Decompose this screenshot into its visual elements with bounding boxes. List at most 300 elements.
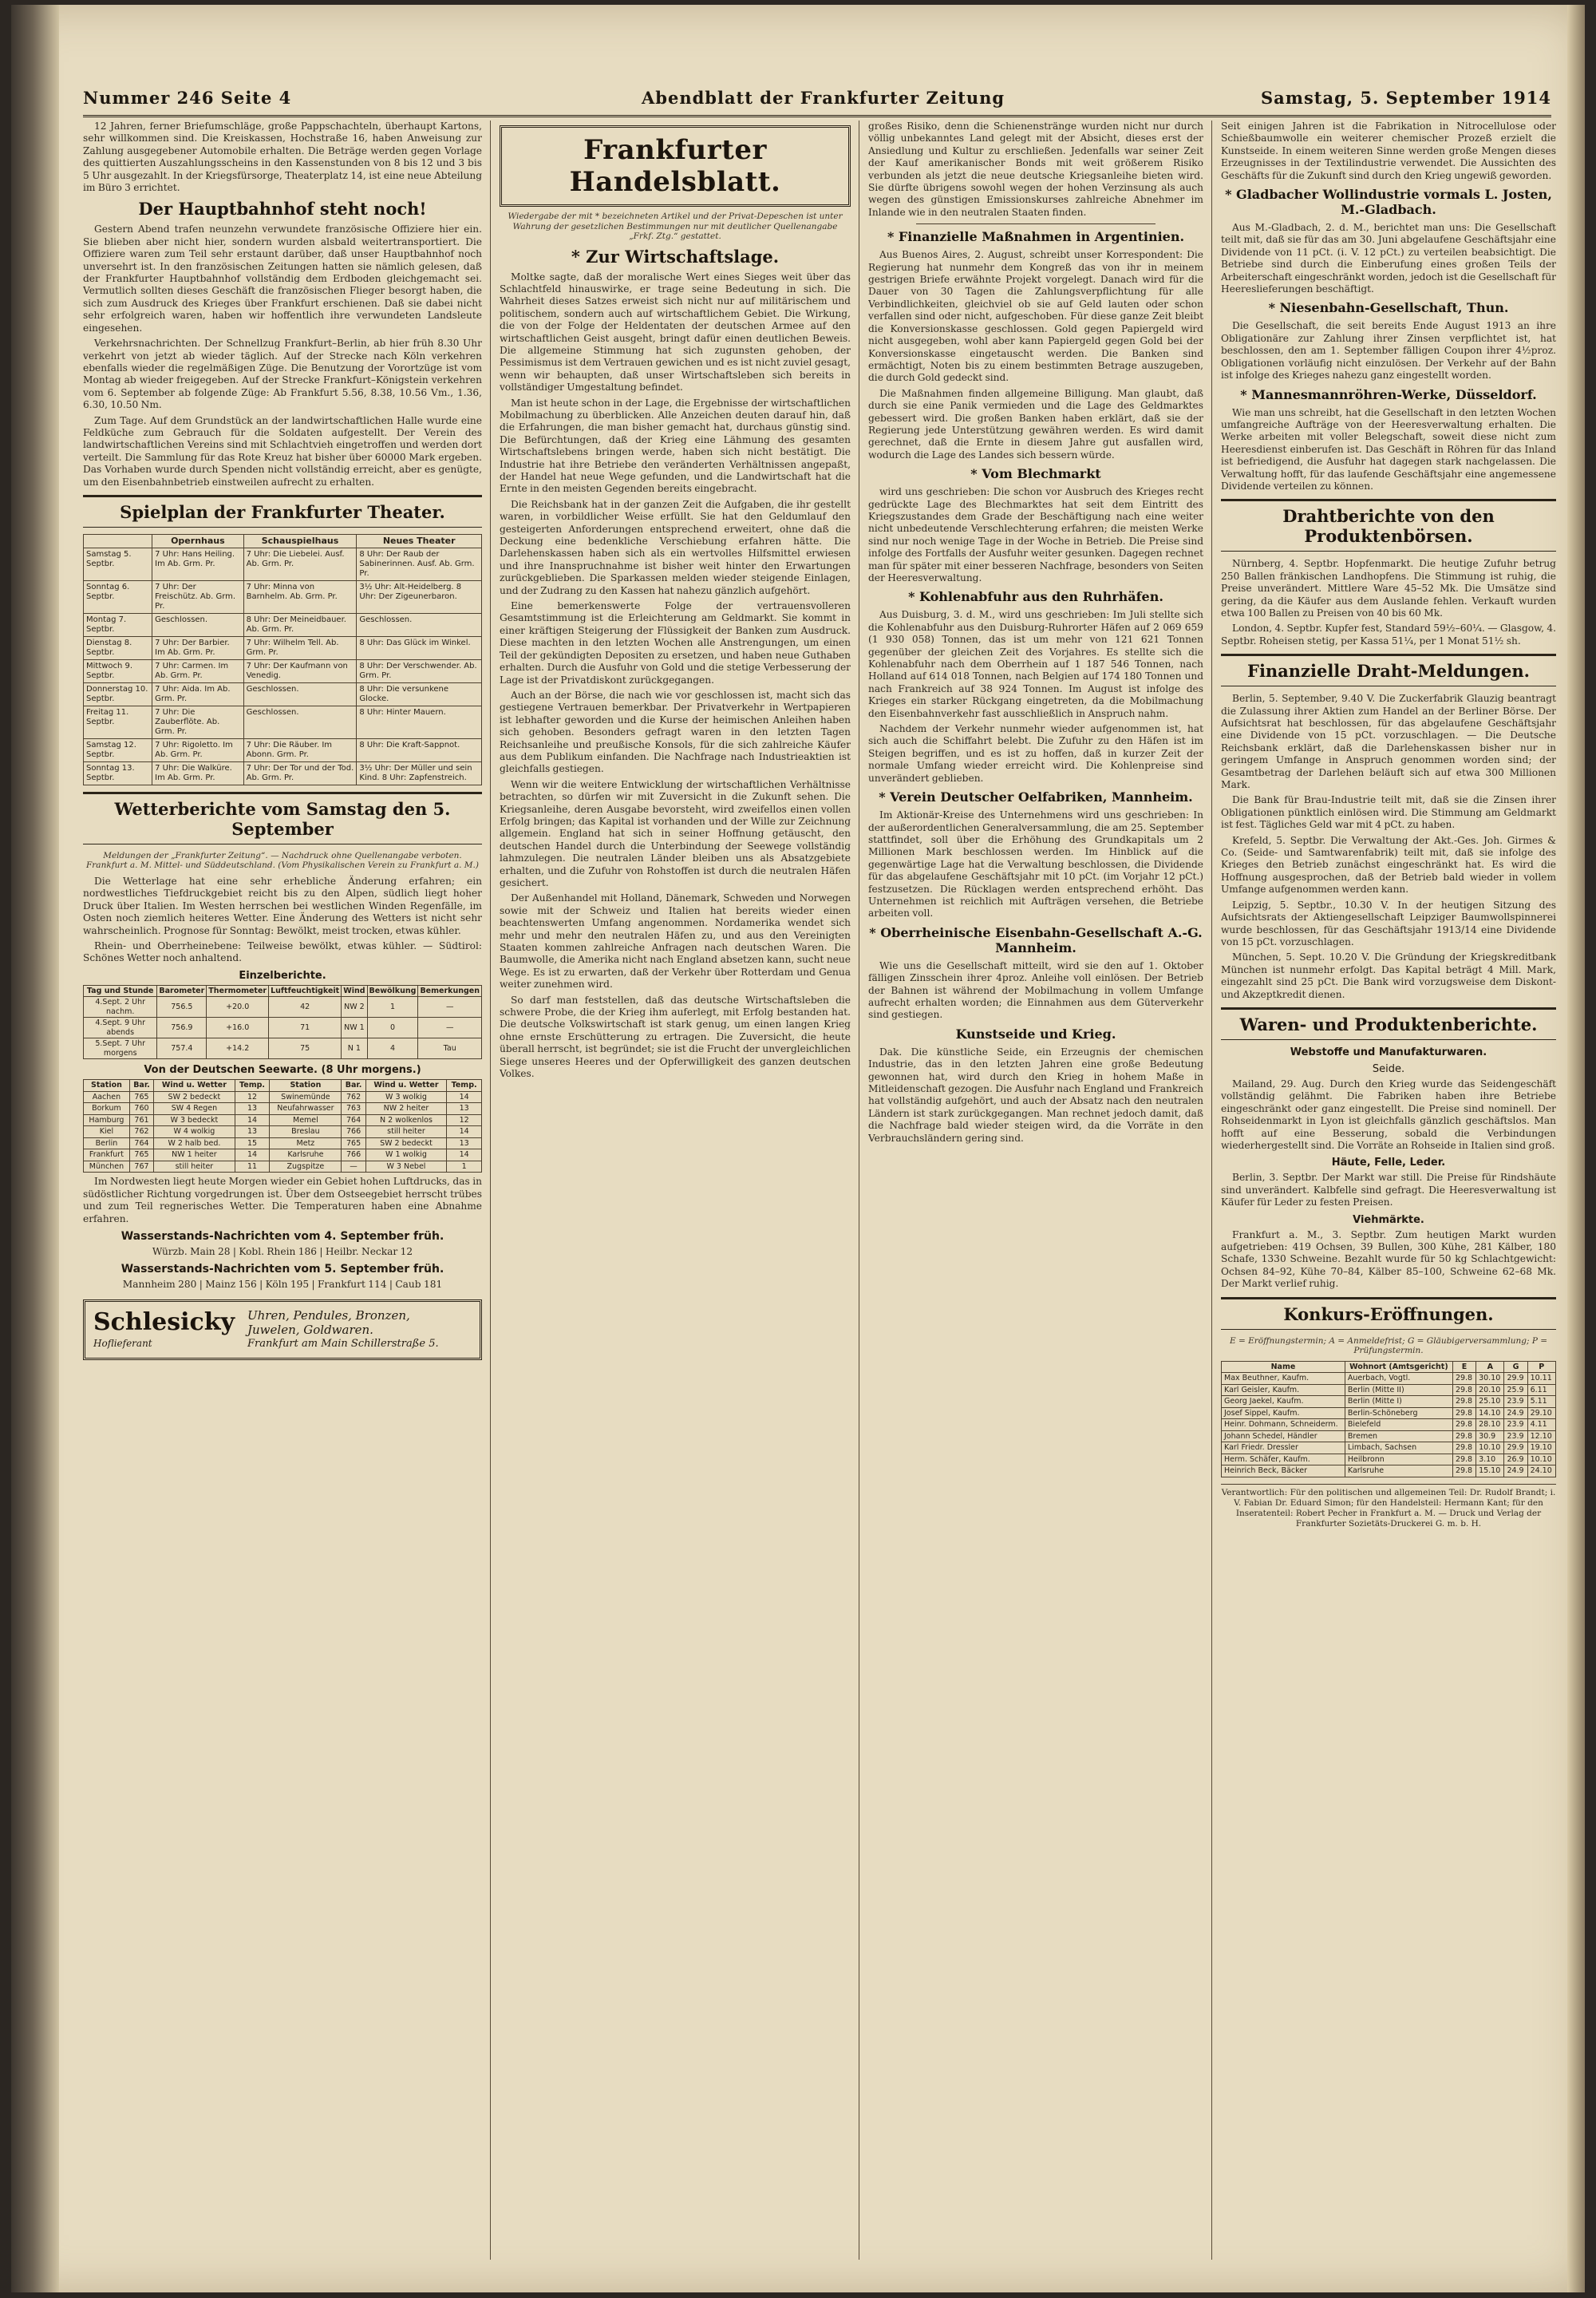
wirtschaft-p2: Man ist heute schon in der Lage, die Ergebnisse der wirtschaftlichen Mobilmachung zu überblicken. Alle Anzeichen deuten darauf hin, daß die Erfahrungen, die man bisher gemacht hat, durchaus günstig sind. Die Befürchtungen, daß der Krieg eine Lähmung des gesamten Wirtschaftslebens bringen werde, haben sich nicht bestätigt. Die Industrie hat ihre Betriebe den veränderten Verhältnissen angepaßt, der Handel hat neue Wege gefunden, und die Landwirtschaft hat die Ernte in den meisten Gegenden bereits eingebracht.: [500, 397, 851, 495]
station-cell: W 3 bedeckt: [154, 1114, 235, 1126]
station-header-cell: Temp.: [447, 1080, 482, 1092]
theater-header-cell: [84, 534, 152, 548]
station-header-cell: Wind u. Wetter: [154, 1080, 235, 1092]
theater-cell: 7 Uhr: Die Zauberflöte. Ab. Grm. Pr.: [152, 706, 243, 738]
theater-cell: Sonntag 6. Septbr.: [84, 580, 152, 613]
weather-header-cell: Wind: [342, 985, 367, 997]
book-spine: [11, 5, 59, 2292]
station-cell: SW 4 Regen: [154, 1103, 235, 1115]
theater-cell: 8 Uhr: Die versunkene Glocke.: [357, 682, 482, 706]
konkurs-cell: 14.10: [1476, 1407, 1504, 1419]
headline-niesenbahn: * Niesenbahn-Gesellschaft, Thun.: [1268, 300, 1509, 316]
article-krefeld: Krefeld, 5. Septbr. Die Verwaltung der Akt.-Ges. Joh. Girmes & Co. (Seide- und Samtwarenfabrik) teilt mit, daß sie infolge des Krieges den Betrieb zunächst eingeschränkt hat. Es wird die Hoffnung ausgesprochen, daß der Betrieb bald wieder in vollem Umfange aufgenommen werden kann.: [1221, 834, 1556, 896]
station-header-cell: Station: [270, 1080, 342, 1092]
station-cell: 766: [342, 1126, 365, 1138]
station-header-cell: Bar.: [342, 1080, 365, 1092]
article-ruhrhaefen: Aus Duisburg, 3. d. M., wird uns geschrieben: Im Juli stellte sich die Kohlenabfuhr aus den Duisburg-Ruhrorter Häfen auf 2 069 659 (1 930 058) Tonnen, das ist um mehr von 121 621 Tonnen gegenüber der gleichen Zeit des Vorjahres. Es stellte sich die Kohlenabfuhr nach dem Oberrhein auf 1 187 546 Tonnen, nach Holland auf 614 018 Tonnen, nach Belgien auf 174 180 Tonnen und nach Frankreich auf 38 924 Tonnen. Im August ist infolge des Krieges ein starker Rückgang eingetreten, da die Mobilmachung den Eisenbahnverkehr fast ausschließlich in Anspruch nahm.: [868, 609, 1203, 719]
column-1: [83, 121, 482, 2260]
station-row: [84, 1114, 482, 1126]
konkurs-row: [1222, 1430, 1556, 1442]
article-niesenbahn: Die Gesellschaft, die seit bereits Ende August 1913 an ihre Obligationäre zur Zahlung ihrer Zinsen verpflichtet ist, hat beschlossen, den am 1. September fälligen Coupon ihrer 4½proz. Obligationen vorläufig nicht einzulösen. Der Verkehr auf der Bahn ist infolge des Krieges nahezu ganz eingestellt worden.: [1221, 320, 1556, 382]
station-cell: 763: [342, 1103, 365, 1115]
konkurs-cell: Johann Schedel, Händler: [1222, 1430, 1345, 1442]
theater-cell: 7 Uhr: Die Liebelei. Ausf. Ab. Grm. Pr.: [243, 548, 357, 580]
station-cell: 767: [129, 1161, 153, 1173]
weather-cell: 4.Sept. 2 Uhr nachm.: [84, 997, 157, 1018]
headline-kunstseide: Kunstseide und Krieg.: [955, 1026, 1116, 1042]
konkurs-header-cell: A: [1476, 1361, 1504, 1373]
konkurs-legend: E = Eröffnungstermin; A = Anmeldefrist; G = Gläubigerversammlung; P = Prüfungstermin.: [1229, 1335, 1548, 1356]
station-row: [84, 1161, 482, 1173]
weather-cell: 4: [367, 1038, 418, 1059]
konkurs-cell: 3.10: [1476, 1454, 1504, 1465]
theater-cell: Donnerstag 10. Septbr.: [84, 682, 152, 706]
station-cell: Hamburg: [84, 1114, 130, 1126]
ad-subtitle: Hoflieferant: [93, 1338, 152, 1350]
theater-cell: 7 Uhr: Der Barbier. Im Ab. Grm. Pr.: [152, 636, 243, 659]
konkurs-cell: 25.9: [1504, 1384, 1527, 1396]
article-zum-tage: Zum Tage. Auf dem Grundstück an der landwirtschaftlichen Halle wurde eine Feldküche zum Gebrauch für die Soldaten aufgestellt. Der Verein des landwirtschaftlichen Vereins sind mit Schlachtvieh eingetroffen und werden dort verteilt. Die Sammlung für das Rote Kreuz hat bisher über 60000 Mark ergeben. Das Vorhaben wurde durch Spenden nicht vollständig erreicht, aber es genügte, um den Eisenbahnbetrieb einstweilen aufrecht zu erhalten.: [83, 414, 482, 488]
seewarte-text: Im Nordwesten liegt heute Morgen wieder ein Gebiet hohen Luftdrucks, das in südöstlicher Richtung vorgedrungen ist. Über dem Ostseegebiet herrscht trübes und zum Teil regnerisches Wetter. Die Temperaturen haben eine Abnahme erfahren.: [83, 1176, 482, 1224]
station-cell: still heiter: [365, 1126, 447, 1138]
weather-header-cell: Bewölkung: [367, 985, 418, 997]
article-leipzig: Leipzig, 5. Septbr., 10.30 V. In der heutigen Sitzung des Aufsichtsrats der Aktiengesellschaft Leipziger Baumwollspinnerei wurde beschlossen, für das Geschäftsjahr 1913/14 eine Dividende von 15 pCt. vorzuschlagen.: [1221, 899, 1556, 947]
konkurs-row: [1222, 1419, 1556, 1431]
article-hauptbahnhof: Gestern Abend trafen neunzehn verwundete französische Offiziere hier ein. Sie blieben aber nicht hier, sondern wurden alsbald weitertransportiert. Die Offiziere waren zum Teil sehr erstaunt darüber, daß unser Hauptbahnhof noch unversehrt ist. In den französischen Zeitungen hatten sie nämlich gelesen, daß der Frankfurter Hauptbahnhof vollständig dem Erdboden gleichgemacht sei. Vermutlich sollten dieses Geschäft die französischen Flieger besorgt haben, die sich zum Ausdruck des Krieges über Frankfurt erschienen. Daß sie dabei nicht sehr erfolgreich waren, haben wir hoffentlich ihre verwundeten Landsleute eingesehen.: [83, 223, 482, 334]
theater-cell: Mittwoch 9. Septbr.: [84, 659, 152, 682]
station-cell: NW 1 heiter: [154, 1149, 235, 1161]
wetter-text-2: Rhein- und Oberrheinebene: Teilweise bewölkt, etwas kühler. — Südtirol: Schönes Wetter noch anhaltend.: [83, 940, 482, 964]
weather-cell: —: [418, 1018, 482, 1038]
konkurs-cell: Bremen: [1345, 1430, 1452, 1442]
station-cell: SW 2 bedeckt: [154, 1091, 235, 1103]
wirtschaft-p7: Der Außenhandel mit Holland, Dänemark, Schweden und Norwegen sowie mit der Schweiz und Italien hat bereits wieder einen beachtenswerten Umfang angenommen. Nordamerika wendet sich mehr und mehr den neutralen Häfen zu, und aus den Vereinigten Staaten kommen zahlreiche Anfragen nach deutschen Waren. Die Baumwolle, die Amerika nicht nach England absetzen kann, sucht neue Wege. Es ist zu erwarten, daß der Verkehr über Rotterdam und Genua weiter zunehmen wird.: [500, 892, 851, 991]
theater-header-cell: Schauspielhaus: [243, 534, 357, 548]
theater-cell: 8 Uhr: Die Kraft-Sappnot.: [357, 738, 482, 761]
article-risiko: großes Risiko, denn die Schienenstränge wurden nicht nur durch völlig unbekanntes Land gelegt mit der Absicht, dieses erst der Ansiedlung und Kultur zu erschließen. Jedenfalls war seiner Zeit der Kauf amerikanischer Bonds mit weit größerem Risiko verbunden als jetzt die neue deutsche Kriegsanleihe bieten wird. Sie dürfte übrigens sowohl wegen der hohen Verzinsung als auch wegen des günstigen Emissionskurses zahlreiche Abnehmer im Inlande wie in den neutralen Staaten finden.: [868, 121, 1203, 218]
station-row: [84, 1103, 482, 1115]
weather-cell: N 1: [342, 1038, 367, 1059]
konkurs-cell: Karl Friedr. Dressler: [1222, 1442, 1345, 1454]
wasserstand-2: Mannheim 280 | Mainz 156 | Köln 195 | Frankfurt 114 | Caub 181: [122, 1279, 443, 1291]
station-cell: 765: [129, 1091, 153, 1103]
station-row: [84, 1091, 482, 1103]
headline-konkurs: Konkurs-Eröffnungen.: [1221, 1297, 1556, 1330]
konkurs-row: [1222, 1442, 1556, 1454]
konkurs-cell: Karl Geisler, Kaufm.: [1222, 1384, 1345, 1396]
theater-cell: 7 Uhr: Hans Heiling. Im Ab. Grm. Pr.: [152, 548, 243, 580]
theater-row: [84, 613, 482, 636]
konkurs-cell: Berlin (Mitte I): [1345, 1396, 1452, 1408]
weather-cell: 0: [367, 1018, 418, 1038]
konkurs-cell: Berlin (Mitte II): [1345, 1384, 1452, 1396]
article-gladbach: Aus M.-Gladbach, 2. d. M., berichtet man uns: Die Gesellschaft teilt mit, daß sie für das am 30. Juni abgelaufene Geschäftsjahr eine Dividende von 11 pCt. (i. V. 12 pCt.) zu verteilen beabsichtigt. Die Betriebe sind durch die Einberufung eines großen Teils der Arbeiterschaft eingeschränkt worden, jedoch ist die Gesellschaft für Heereslieferungen beschäftigt.: [1221, 222, 1556, 295]
station-table: [83, 1079, 482, 1173]
station-cell: Aachen: [84, 1091, 130, 1103]
station-cell: 13: [235, 1103, 270, 1115]
ad-line-2: Juwelen, Goldwaren.: [247, 1322, 373, 1337]
header-publication: Abendblatt der Frankfurter Zeitung: [642, 88, 1005, 108]
header-page-number: Nummer 246 Seite 4: [83, 88, 292, 108]
weather-header-cell: Barometer: [157, 985, 207, 997]
weather-cell: —: [418, 997, 482, 1018]
station-cell: 11: [235, 1161, 270, 1173]
konkurs-cell: Karlsruhe: [1345, 1465, 1452, 1477]
wirtschaft-p3: Die Reichsbank hat in der ganzen Zeit die Aufgaben, die ihr gestellt waren, in vorbildlicher Weise erfüllt. Sie hat den Geldumlauf den gesteigerten Anforderungen entsprechend erweitert, ohne daß die Deckung eine bedenkliche Verschiebung erfahren hätte. Die Darlehenskassen haben sich als ein wertvolles Hilfsmittel erwiesen und ihre Inanspruchnahme ist bisher weit hinter den Erwartungen zurückgeblieben. Die Sparkassen melden wieder steigende Einlagen, und der Zudrang zu den Kassen hat nahezu gänzlich aufgehört.: [500, 498, 851, 596]
theater-row: [84, 580, 482, 613]
station-cell: NW 2 heiter: [365, 1103, 447, 1115]
theater-cell: 7 Uhr: Carmen. Im Ab. Grm. Pr.: [152, 659, 243, 682]
theater-cell: Dienstag 8. Septbr.: [84, 636, 152, 659]
weather-cell: 75: [269, 1038, 342, 1059]
article-oelfabriken: Im Aktionär-Kreise des Unternehmens wird uns geschrieben: In der außerordentlichen Generalversammlung, die am 25. September stattfindet, soll über die Erhöhung des Grundkapitals um 2 Millionen Mark beschlossen werden. Im Hinblick auf die gegenwärtige Lage hat die Verwaltung beschlossen, die Dividende für das abgelaufene Geschäftsjahr mit 10 pCt. (im Vorjahr 12 pCt.) festzusetzen. Die Rücklagen werden entsprechend erhöht. Das Unternehmen ist reichlich mit Aufträgen versehen, die Betriebe arbeiten voll.: [868, 809, 1203, 920]
headline-mannesmann: * Mannesmannröhren-Werke, Düsseldorf.: [1240, 386, 1537, 402]
theater-header-cell: Neues Theater: [357, 534, 482, 548]
station-cell: 764: [342, 1114, 365, 1126]
advertisement-schlesicky: [83, 1299, 482, 1360]
konkurs-cell: 29.9: [1504, 1442, 1527, 1454]
ad-line-1: Uhren, Pendules, Bronzen,: [247, 1307, 410, 1323]
article-nuernberg: Nürnberg, 4. Septbr. Hopfenmarkt. Die heutige Zufuhr betrug 250 Ballen fränkischen Landhopfens. Die Stimmung ist ruhig, die Preise unverändert. Mittlere Ware 45–52 Mk. Die Umsätze sind gering, da die Käufer aus dem Auslande fehlen. Verkauft wurden etwa 100 Ballen zu Preisen von 40 bis 60 Mk.: [1221, 558, 1556, 619]
konkurs-cell: 6.11: [1527, 1384, 1555, 1396]
article-london: London, 4. Septbr. Kupfer fest, Standard 59½–60¼. — Glasgow, 4. Septbr. Roheisen stetig, per Kassa 51¼, per 1 Monat 51½ sh.: [1221, 623, 1556, 647]
theater-cell: 8 Uhr: Der Meineidbauer. Ab. Grm. Pr.: [243, 613, 357, 636]
station-cell: Zugspitze: [270, 1161, 342, 1173]
theater-cell: 3½ Uhr: Der Müller und sein Kind. 8 Uhr: Zapfenstreich.: [357, 761, 482, 785]
page-header: [83, 86, 1551, 117]
station-cell: 762: [129, 1126, 153, 1138]
weather-cell: +16.0: [207, 1018, 269, 1038]
station-cell: Karlsruhe: [270, 1149, 342, 1161]
station-cell: München: [84, 1161, 130, 1173]
station-cell: 765: [129, 1149, 153, 1161]
station-header-cell: Wind u. Wetter: [365, 1080, 447, 1092]
konkurs-cell: Josef Sippel, Kaufm.: [1222, 1407, 1345, 1419]
wirtschaft-p6: Wenn wir die weitere Entwicklung der wirtschaftlichen Verhältnisse betrachten, so dürfen wir mit Zuversicht in die Zukunft sehen. Die Kriegsanleihe, deren Ausgabe bevorsteht, wird zweifellos einen vollen Erfolg bringen; das Kapital ist vorhanden und der Wille zur Zeichnung allgemein. England hat sich in seiner Hoffnung getäuscht, den deutschen Handel durch die Unterbindung der Seewege vollständig lahmzulegen. Die neutralen Länder bleiben uns als Absatzgebiete erhalten, und die Zufuhr von Rohstoffen ist durch die neutralen Häfen gesichert.: [500, 778, 851, 888]
konkurs-cell: 29.10: [1527, 1407, 1555, 1419]
headline-handelsblatt: Frankfurter Handelsblatt.: [500, 125, 851, 207]
konkurs-row: [1222, 1384, 1556, 1396]
theater-cell: Geschlossen.: [243, 706, 357, 738]
konkurs-header-cell: P: [1527, 1361, 1555, 1373]
theater-row: [84, 761, 482, 785]
station-cell: 764: [129, 1137, 153, 1149]
theater-row: [84, 738, 482, 761]
newspaper-page: [11, 5, 1585, 2292]
article-seide: Mailand, 29. Aug. Durch den Krieg wurde das Seidengeschäft vollständig gelähmt. Die Fabriken haben ihre Betriebe eingeschränkt oder ganz eingestellt. Die Preise sind nominell. Der Rohseidenmarkt in Lyon ist gleichfalls gänzlich geschäftslos. Man hofft auf eine Besserung, sobald die Verbindungen wiederhergestellt sind. Die Vorräte an Rohseide in Italien sind groß.: [1221, 1078, 1556, 1151]
station-header-cell: Temp.: [235, 1080, 270, 1092]
header-date: Samstag, 5. September 1914: [1260, 88, 1551, 108]
konkurs-cell: Herm. Schäfer, Kaufm.: [1222, 1454, 1345, 1465]
konkurs-cell: 29.8: [1452, 1454, 1476, 1465]
station-cell: W 2 halb bed.: [154, 1137, 235, 1149]
konkurs-row: [1222, 1465, 1556, 1477]
imprint: Verantwortlich: Für den politischen und allgemeinen Teil: Dr. Rudolf Brandt; i. V. Fabian Dr. Eduard Simon; für den Handelsteil: Hermann Kant; für den Inseratenteil: Robert Pecher in Frankfurt a. M. — Druck und Verlag der Frankfurter Sozietäts-Druckerei G. m. b. H.: [1221, 1484, 1556, 1529]
theater-cell: 8 Uhr: Der Verschwender. Ab. Grm. Pr.: [357, 659, 482, 682]
theater-cell: Freitag 11. Septbr.: [84, 706, 152, 738]
station-cell: N 2 wolkenlos: [365, 1114, 447, 1126]
konkurs-cell: 24.9: [1504, 1465, 1527, 1477]
theater-cell: 7 Uhr: Der Kaufmann von Venedig.: [243, 659, 357, 682]
article-muenchen: München, 5. Sept. 10.20 V. Die Gründung der Kriegskreditbank München ist nunmehr erfolgt. Das Kapital beträgt 4 Mill. Mark, eingezahlt sind 25 pCt. Die Bank wird vorzugsweise dem Diskont- und Akzeptkredit dienen.: [1221, 951, 1556, 1000]
theater-cell: Montag 7. Septbr.: [84, 613, 152, 636]
konkurs-cell: 24.10: [1527, 1465, 1555, 1477]
konkurs-cell: 15.10: [1476, 1465, 1504, 1477]
konkurs-cell: 23.9: [1504, 1396, 1527, 1408]
theater-cell: Geschlossen.: [243, 682, 357, 706]
wetter-text: Die Wetterlage hat eine sehr erhebliche Änderung erfahren; ein nordwestliches Tiefdruckgebiet reicht bis zu den Alpen, südlich liegt hoher Druck über Italien. Im Westen herrschen bei westlichen Winden Regenfälle, im Osten noch ziemlich heiteres Wetter. Eine Änderung des Wetters ist nicht sehr wahrscheinlich. Prognose für Sonntag: Bewölkt, meist trocken, etwas kühler.: [83, 875, 482, 936]
headline-haeute: Häute, Felle, Leder.: [1331, 1157, 1446, 1169]
article-schiessbaumwolle: Seit einigen Jahren ist die Fabrikation in Nitrocellulose oder Schießbaumwolle ein weiterer chemischer Prozeß erzielt die Kunstseide. In einem weiteren Sinne werden große Mengen dieses Erzeugnisses in der Textilindustrie verwendet. Die Aussichten des Geschäfts für die Zukunft sind durch den Krieg ungewiß geworden.: [1221, 121, 1556, 181]
station-header-cell: Bar.: [129, 1080, 153, 1092]
article-argentinien: Aus Buenos Aires, 2. August, schreibt unser Korrespondent: Die Regierung hat nunmehr dem Kongreß das von ihr in meinem gestrigen Briefe erwähnte Projekt vorgelegt. Danach wird für die Dauer von 30 Tagen die Zahlungsverpflichtung für alle Verbindlichkeiten, gleichviel ob sie auf Geld lauten oder schon verfallen sind oder nicht, aufgeschoben. Für diese ganze Zeit bleibt die Konversionskasse geschlossen. Gold gegen Papiergeld wird nicht ausgegeben, wohl aber kann Papiergeld gegen Gold bei der Konversionskasse eingetauscht werden. Die Banken sind ermächtigt, Noten bis zu einem bestimmten Betrage auszugeben, die durch Gold gedeckt sind.: [868, 249, 1203, 384]
station-cell: 12: [235, 1091, 270, 1103]
weather-row: [84, 997, 482, 1018]
konkurs-cell: 29.8: [1452, 1373, 1476, 1385]
theater-cell: Sonntag 13. Septbr.: [84, 761, 152, 785]
station-cell: Swinemünde: [270, 1091, 342, 1103]
weather-cell: 756.9: [157, 1018, 207, 1038]
article-mannesmann: Wie man uns schreibt, hat die Gesellschaft in den letzten Wochen umfangreiche Aufträge von der Heeresverwaltung erhalten. Die Werke arbeiten mit voller Belegschaft, soweit diese nicht zum Heeresdienst einberufen ist. Das Geschäft in Röhren für das Inland ist befriedigend, die Ausfuhr hat dagegen stark nachgelassen. Die Verwaltung hofft, für das laufende Geschäftsjahr eine angemessene Dividende verteilen zu können.: [1221, 406, 1556, 492]
weather-row: [84, 1018, 482, 1038]
article-vieh: Frankfurt a. M., 3. Septbr. Zum heutigen Markt wurden aufgetrieben: 419 Ochsen, 39 Bullen, 300 Kühe, 281 Kälber, 180 Schafe, 1330 Schweine. Bezahlt wurde für 50 kg Schlachtgewicht: Ochsen 84–92, Kühe 70–84, Kälber 85–100, Schweine 62–68 Mk. Der Markt verlief ruhig.: [1221, 1228, 1556, 1290]
ad-company-name: Schlesicky: [93, 1308, 235, 1337]
station-cell: 1: [447, 1161, 482, 1173]
station-cell: Frankfurt: [84, 1149, 130, 1161]
theater-cell: 7 Uhr: Der Tor und der Tod. Ab. Grm. Pr.: [243, 761, 357, 785]
headline-theater: Spielplan der Frankfurter Theater.: [83, 495, 482, 528]
theater-row: [84, 706, 482, 738]
theater-table: [83, 534, 482, 785]
headline-gladbach: * Gladbacher Wollindustrie vormals L. Josten, M.-Gladbach.: [1225, 187, 1552, 218]
wetter-subtitle: Meldungen der „Frankfurter Zeitung“. — Nachdruck ohne Quellenangabe verboten. Frankfurt a. M. Mittel- und Süddeutschland. (Vom Physikalischen Verein zu Frankfurt a. M.): [86, 850, 479, 871]
station-cell: 14: [447, 1091, 482, 1103]
headline-wetter: Wetterberichte vom Samstag den 5. September: [83, 792, 482, 844]
konkurs-cell: 29.8: [1452, 1442, 1476, 1454]
konkurs-cell: Berlin-Schöneberg: [1345, 1407, 1452, 1419]
theater-cell: 7 Uhr: Wilhelm Tell. Ab. Grm. Pr.: [243, 636, 357, 659]
theater-row: [84, 682, 482, 706]
konkurs-row: [1222, 1373, 1556, 1385]
konkurs-cell: 23.9: [1504, 1430, 1527, 1442]
konkurs-row: [1222, 1454, 1556, 1465]
page-edge: [1567, 5, 1585, 2292]
wirtschaft-p8: So darf man feststellen, daß das deutsche Wirtschaftsleben die schwere Probe, die der Krieg ihm auferlegt, mit Erfolg bestanden hat. Die deutsche Volkswirtschaft ist stark genug, um einen langen Krieg ohne ernste Erschütterung zu ertragen. Die Zuversicht, die heute überall herrscht, ist begründet; sie ist die Frucht der unvergleichlichen Siege unseres Heeres und der Opferwilligkeit des ganzen deutschen Volkes.: [500, 994, 851, 1080]
station-cell: W 4 wolkig: [154, 1126, 235, 1138]
theater-cell: 7 Uhr: Die Räuber. Im Abonn. Grm. Pr.: [243, 738, 357, 761]
konkurs-row: [1222, 1396, 1556, 1408]
station-cell: 14: [447, 1149, 482, 1161]
station-cell: 762: [342, 1091, 365, 1103]
theater-header-cell: Opernhaus: [152, 534, 243, 548]
station-cell: 14: [447, 1126, 482, 1138]
theater-cell: 3½ Uhr: Alt-Heidelberg. 8 Uhr: Der Zigeunerbaron.: [357, 580, 482, 613]
konkurs-cell: 29.8: [1452, 1407, 1476, 1419]
konkurs-row: [1222, 1407, 1556, 1419]
konkurs-cell: 29.8: [1452, 1465, 1476, 1477]
article-blechmarkt: wird uns geschrieben: Die schon vor Ausbruch des Krieges recht gedrückte Lage des Blechmarktes hat seit dem Eintritt des Kriegszustandes dem Grade der Beschäftigung nach eine weiter nicht unbedeutende Verschlechterung erfahren; die meisten Werke sind nur noch wenige Tage in der Woche in Betrieb. Die Preise sind infolge des Fortfalls der Ausfuhr weiter gesunken. Dagegen rechnet man für später mit einer besseren Nachfrage, besonders von Seiten der Heeresverwaltung.: [868, 486, 1203, 583]
theater-cell: 8 Uhr: Der Raub der Sabinerinnen. Ausf. Ab. Grm. Pr.: [357, 548, 482, 580]
konkurs-cell: Heinrich Beck, Bäcker: [1222, 1465, 1345, 1477]
weather-header-cell: Thermometer: [207, 985, 269, 997]
konkurs-cell: 10.11: [1527, 1373, 1555, 1385]
station-cell: 760: [129, 1103, 153, 1115]
weather-cell: Tau: [418, 1038, 482, 1059]
konkurs-cell: 5.11: [1527, 1396, 1555, 1408]
headline-hauptbahnhof: Der Hauptbahnhof steht noch!: [138, 199, 427, 220]
konkurs-cell: Bielefeld: [1345, 1419, 1452, 1431]
theater-cell: 7 Uhr: Der Freischütz. Ab. Grm. Pr.: [152, 580, 243, 613]
konkurs-cell: 10.10: [1476, 1442, 1504, 1454]
weather-cell: NW 2: [342, 997, 367, 1018]
konkurs-cell: 25.10: [1476, 1396, 1504, 1408]
weather-header-cell: Tag und Stunde: [84, 985, 157, 997]
column-rule-3: [1211, 121, 1212, 2260]
article-kunstseide: Dak. Die künstliche Seide, ein Erzeugnis der chemischen Industrie, das in den letzten Jahren eine große Bedeutung gewonnen hat, wird durch den Krieg in hohem Maße in Mitleidenschaft gezogen. Die Ausfuhr nach England und Frankreich hat vollständig aufgehört, und auch der Absatz nach den neutralen Ländern ist stark zurückgegangen. Man rechnet jedoch damit, daß die Nachfrage bald wieder steigen wird, da die Vorräte in den Verbrauchsländern gering sind.: [868, 1046, 1203, 1144]
konkurs-cell: 19.10: [1527, 1442, 1555, 1454]
headline-wirtschaftslage: * Zur Wirtschaftslage.: [571, 246, 780, 267]
weather-header-cell: Luftfeuchtigkeit: [269, 985, 342, 997]
station-cell: Kiel: [84, 1126, 130, 1138]
konkurs-cell: Limbach, Sachsen: [1345, 1442, 1452, 1454]
headline-blechmarkt: * Vom Blechmarkt: [970, 466, 1101, 482]
theater-row: [84, 659, 482, 682]
station-cell: 766: [342, 1149, 365, 1161]
konkurs-cell: 23.9: [1504, 1419, 1527, 1431]
station-cell: 13: [447, 1137, 482, 1149]
article-verkehr: Verkehrsnachrichten. Der Schnellzug Frankfurt–Berlin, ab hier früh 8.30 Uhr verkehrt von jetzt ab wieder täglich. Auf der Strecke nach Köln verkehren ebenfalls wieder die regelmäßigen Züge. Die Benutzung der Vorortzüge ist vom Montag ab wieder freigegeben. Auf der Strecke Frankfurt–Königstein verkehren vom 6. September ab folgende Züge: Ab Frankfurt 5.56, 8.38, 10.56 Vm., 1.36, 6.30, 10.50 Nm.: [83, 338, 482, 411]
weather-cell: +14.2: [207, 1038, 269, 1059]
article-oberrhein: Wie uns die Gesellschaft mitteilt, wird sie den auf 1. Oktober fälligen Zinsschein ihrer 4proz. Anleihe voll einlösen. Der Betrieb der Bahnen ist während der Mobilmachung in vollem Umfange aufrecht erhalten worden; die Einnahmen aus dem Güterverkehr sind gestiegen.: [868, 959, 1203, 1021]
station-cell: 12: [447, 1114, 482, 1126]
headline-oberrhein: * Oberrheinische Eisenbahn-Gesellschaft A.-G. Mannheim.: [869, 924, 1203, 955]
headline-ruhrhaefen: * Kohlenabfuhr aus den Ruhrhäfen.: [908, 589, 1163, 605]
station-cell: 15: [235, 1137, 270, 1149]
wasserstand-1: Würzb. Main 28 | Kobl. Rhein 186 | Heilbr. Neckar 12: [152, 1245, 413, 1257]
konkurs-cell: 26.9: [1504, 1454, 1527, 1465]
konkurs-table: [1221, 1361, 1556, 1477]
konkurs-cell: 29.9: [1504, 1373, 1527, 1385]
weather-cell: 4.Sept. 9 Uhr abends: [84, 1018, 157, 1038]
station-cell: 14: [235, 1149, 270, 1161]
theater-cell: Samstag 5. Septbr.: [84, 548, 152, 580]
theater-cell: Geschlossen.: [152, 613, 243, 636]
station-row: [84, 1149, 482, 1161]
theater-row: [84, 636, 482, 659]
konkurs-cell: 28.10: [1476, 1419, 1504, 1431]
konkurs-cell: Georg Jaekel, Kaufm.: [1222, 1396, 1345, 1408]
column-rule-1: [490, 121, 491, 2260]
konkurs-header-cell: Wohnort (Amtsgericht): [1345, 1361, 1452, 1373]
article-berlin: Berlin, 5. September, 9.40 V. Die Zuckerfabrik Glauzig beantragt die Zulassung ihrer Aktien zum Handel an der Berliner Börse. Der Aufsichtsrat hat beschlossen, für das abgelaufene Geschäftsjahr eine Dividende von 15 pCt. vorzuschlagen. — Die Deutsche Reichsbank erklärt, daß die Darlehenskassen bisher nur in geringem Umfange in Anspruch genommen worden sind; der Gesamtbetrag der Darlehen beläuft sich auf etwa 300 Millionen Mark.: [1221, 693, 1556, 791]
station-header-cell: Station: [84, 1080, 130, 1092]
theater-cell: 8 Uhr: Hinter Mauern.: [357, 706, 482, 738]
station-cell: Breslau: [270, 1126, 342, 1138]
column-3: [868, 121, 1203, 2260]
station-cell: Neufahrwasser: [270, 1103, 342, 1115]
konkurs-cell: 29.8: [1452, 1430, 1476, 1442]
headline-oelfabriken: * Verein Deutscher Oelfabriken, Mannheim.: [879, 789, 1193, 805]
konkurs-cell: 4.11: [1527, 1419, 1555, 1431]
konkurs-cell: 12.10: [1527, 1430, 1555, 1442]
weather-cell: 5.Sept. 7 Uhr morgens: [84, 1038, 157, 1059]
headline-drahtberichte: Drahtberichte von den Produktenbörsen.: [1221, 499, 1556, 552]
station-row: [84, 1137, 482, 1149]
konkurs-cell: 24.9: [1504, 1407, 1527, 1419]
station-cell: 14: [235, 1114, 270, 1126]
konkurs-cell: 30.10: [1476, 1373, 1504, 1385]
headline-seide: Seide.: [1372, 1062, 1405, 1075]
station-cell: W 3 wolkig: [365, 1091, 447, 1103]
headline-vieh: Viehmärkte.: [1353, 1213, 1424, 1226]
theater-row: [84, 548, 482, 580]
station-cell: Borkum: [84, 1103, 130, 1115]
handelsblatt-note: Wiedergabe der mit * bezeichneten Artikel und der Privat-Depeschen ist unter Wahrung der gesetzlichen Bestimmungen nur mit deutlicher Quellenangabe „Frkf. Ztg.“ gestattet.: [508, 212, 843, 241]
konkurs-header-cell: Name: [1222, 1361, 1345, 1373]
article-haeute: Berlin, 3. Septbr. Der Markt war still. Die Preise für Rindshäute sind unverändert. Kalbfelle sind gefragt. Die Heeresverwaltung ist Käufer für Leder zu festen Preisen.: [1221, 1172, 1556, 1208]
wirtschaft-p5: Auch an der Börse, die nach wie vor geschlossen ist, macht sich das gestiegene Vertrauen bemerkbar. Der Privatverkehr in Wertpapieren ist lebhafter geworden und die Kurse der heimischen Anleihen haben sich gehoben. Besonders gefragt waren in den letzten Tagen Reichsanleihe und preußische Konsols, für die sich zahlreiche Käufer aus dem Publikum einfanden. Die Nachfrage nach Industrieaktien ist gleichfalls gestiegen.: [500, 689, 851, 775]
station-cell: W 1 wolkig: [365, 1149, 447, 1161]
konkurs-cell: Auerbach, Vogtl.: [1345, 1373, 1452, 1385]
weather-cell: 42: [269, 997, 342, 1018]
station-cell: 13: [235, 1126, 270, 1138]
headline-einzelberichte: Einzelberichte.: [239, 969, 326, 982]
konkurs-cell: 29.8: [1452, 1396, 1476, 1408]
konkurs-cell: Heilbronn: [1345, 1454, 1452, 1465]
weather-row: [84, 1038, 482, 1059]
theater-cell: 7 Uhr: Aida. Im Ab. Grm. Pr.: [152, 682, 243, 706]
station-cell: W 3 Nebel: [365, 1161, 447, 1173]
headline-webstoffe: Webstoffe und Manufakturwaren.: [1290, 1046, 1487, 1058]
headline-wasserstand-2: Wasserstands-Nachrichten vom 5. September früh.: [120, 1263, 444, 1276]
weather-cell: 756.5: [157, 997, 207, 1018]
headline-wasserstand-1: Wasserstands-Nachrichten vom 4. September früh.: [120, 1229, 444, 1243]
konkurs-cell: 29.8: [1452, 1384, 1476, 1396]
theater-cell: Samstag 12. Septbr.: [84, 738, 152, 761]
headline-argentinien: * Finanzielle Maßnahmen in Argentinien.: [887, 229, 1185, 245]
article-bank: Die Bank für Brau-Industrie teilt mit, daß sie die Zinsen ihrer Obligationen pünktlich einlösen wird. Die Stimmung am Geldmarkt ist fest. Tägliches Geld war mit 4 pCt. zu haben.: [1221, 794, 1556, 831]
theater-cell: 7 Uhr: Minna von Barnhelm. Ab. Grm. Pr.: [243, 580, 357, 613]
weather-cell: 71: [269, 1018, 342, 1038]
konkurs-cell: 20.10: [1476, 1384, 1504, 1396]
station-cell: still heiter: [154, 1161, 235, 1173]
konkurs-cell: 10.10: [1527, 1454, 1555, 1465]
konkurs-cell: 29.8: [1452, 1419, 1476, 1431]
weather-cell: 757.4: [157, 1038, 207, 1059]
separator: [916, 223, 1156, 224]
weather-cell: 1: [367, 997, 418, 1018]
theater-cell: Geschlossen.: [357, 613, 482, 636]
station-cell: 13: [447, 1103, 482, 1115]
headline-waren: Waren- und Produktenberichte.: [1221, 1007, 1556, 1040]
article-intro: 12 Jahren, ferner Briefumschläge, große Pappschachteln, überhaupt Kartons, sehr willkommen sind. Die Kreiskassen, Hochstraße 16, haben Anweisung zur Zahlung ausgegebener Automobile erhalten. Die Beträge werden gegen Vorlage des quittierten Auszahlungsscheins in den Kassenstunden von 8 bis 12 und 3 bis 5 Uhr ausgezahlt. In der Kriegsfürsorge, Theaterplatz 14, ist eine neue Abteilung im Büro 3 errichtet.: [83, 121, 482, 194]
weather-cell: +20.0: [207, 997, 269, 1018]
theater-cell: 7 Uhr: Rigoletto. Im Ab. Grm. Pr.: [152, 738, 243, 761]
station-cell: Memel: [270, 1114, 342, 1126]
article-ruhrhaefen-2: Nachdem der Verkehr nunmehr wieder aufgenommen ist, hat sich auch die Schiffahrt belebt. Die Zufuhr zu den Häfen ist im Steigen begriffen, und es ist zu hoffen, daß in kurzer Zeit der normale Umfang wieder erreicht wird. Die Kohlenpreise sind unverändert geblieben.: [868, 723, 1203, 784]
konkurs-header-cell: G: [1504, 1361, 1527, 1373]
ad-line-3: Frankfurt am Main Schillerstraße 5.: [247, 1337, 439, 1350]
wirtschaft-p4: Eine bemerkenswerte Folge der vertrauensvolleren Gesamtstimmung ist die Erleichterung am Geldmarkt. Sie kommt in einer kräftigen Steigerung der Flüssigkeit der Banken zum Ausdruck. Diese machten in den letzten Wochen alle Anstrengungen, um einen Teil der gekündigten Depositen zu ersetzen, und haben neue Guthaben erhalten. Durch die Ausfuhr von Gold und die stetige Verbesserung der Lage ist der Privatdiskont zurückgegangen.: [500, 600, 851, 686]
weather-table: [83, 985, 482, 1060]
station-cell: —: [342, 1161, 365, 1173]
konkurs-header-cell: E: [1452, 1361, 1476, 1373]
theater-cell: 8 Uhr: Das Glück im Winkel.: [357, 636, 482, 659]
station-row: [84, 1126, 482, 1138]
konkurs-cell: Max Beuthner, Kaufm.: [1222, 1373, 1345, 1385]
headline-finanz: Finanzielle Draht-Meldungen.: [1221, 654, 1556, 686]
column-2: [500, 121, 851, 2260]
